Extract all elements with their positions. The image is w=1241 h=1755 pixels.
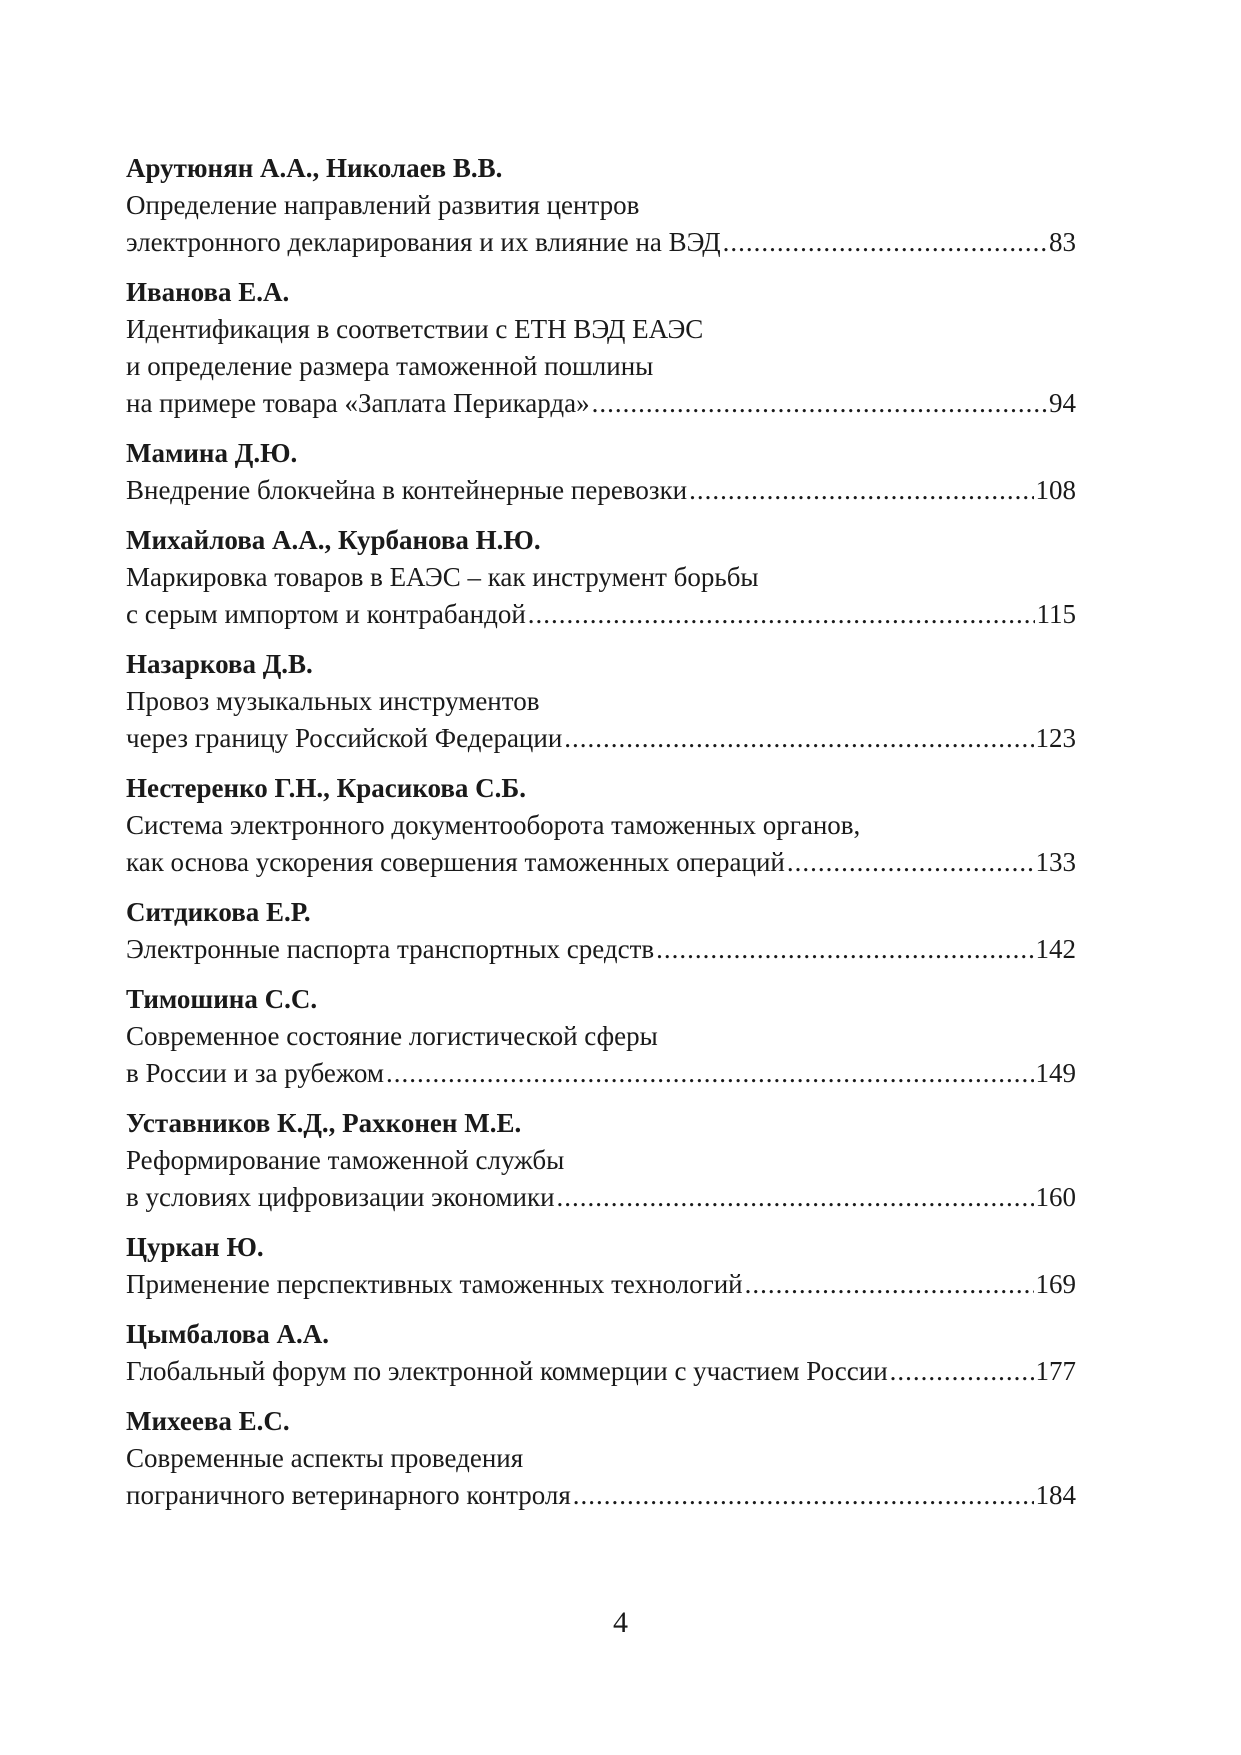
- toc-entry: [126, 646, 1076, 757]
- toc-title-line: Реформирование таможенной службы: [126, 1145, 565, 1175]
- toc-author: Назаркова Д.В.: [126, 649, 313, 679]
- toc-page-number: 177: [1035, 1356, 1076, 1386]
- toc-entry: [126, 522, 1076, 633]
- toc-title-last-line: [126, 1477, 1076, 1514]
- toc-title-text: в условиях цифровизации экономики: [126, 1182, 555, 1212]
- toc-entry: [126, 894, 1076, 968]
- dot-leader: [386, 1055, 1034, 1092]
- toc-author: Михайлова А.А., Курбанова Н.Ю.: [126, 525, 541, 555]
- toc-title-last-line: [126, 1179, 1076, 1216]
- dot-leader: [564, 720, 1033, 757]
- toc-page-number: 184: [1035, 1480, 1076, 1510]
- toc-author: Арутюнян А.А., Николаев В.В.: [126, 153, 503, 183]
- toc-page-number: 108: [1035, 475, 1076, 505]
- dot-leader: [656, 931, 1033, 968]
- toc-title-text: с серым импортом и контрабандой: [126, 599, 526, 629]
- toc-title-line: Современные аспекты проведения: [126, 1443, 524, 1473]
- dot-leader: [745, 1266, 1034, 1303]
- toc-title-text: на примере товара «Заплата Перикарда»: [126, 388, 590, 418]
- toc-author: Мамина Д.Ю.: [126, 438, 298, 468]
- toc-title-text: Применение перспективных таможенных технологий: [126, 1269, 743, 1299]
- dot-leader: [787, 844, 1034, 881]
- toc-title-text: Глобальный форум по электронной коммерции с участием России: [126, 1356, 888, 1386]
- toc-page-number: 160: [1035, 1182, 1076, 1212]
- toc-title-last-line: [126, 596, 1076, 633]
- toc-title-last-line: [126, 720, 1076, 757]
- toc-entry: [126, 770, 1076, 881]
- dot-leader: [689, 472, 1033, 509]
- toc-page-number: 149: [1035, 1058, 1076, 1088]
- toc-title-last-line: [126, 844, 1076, 881]
- toc-page-number: 94: [1049, 388, 1076, 418]
- page-number: 4: [613, 1606, 628, 1639]
- toc-title-line: Современное состояние логистической сферы: [126, 1021, 658, 1051]
- toc-title-text: Электронные паспорта транспортных средств: [126, 934, 655, 964]
- toc-page-number: 83: [1049, 227, 1076, 257]
- toc-title-text: в России и за рубежом: [126, 1058, 384, 1088]
- toc-entry: [126, 981, 1076, 1092]
- toc-page-number: 133: [1035, 847, 1076, 877]
- toc-title-line: Провоз музыкальных инструментов: [126, 686, 540, 716]
- toc-title-text: через границу Российской Федерации: [126, 723, 563, 753]
- toc-title-line: Идентификация в соответствии с ЕТН ВЭД ЕАЭС: [126, 314, 704, 344]
- toc-author: Иванова Е.А.: [126, 277, 290, 307]
- toc-entry: [126, 1403, 1076, 1514]
- toc-author: Тимошина С.С.: [126, 984, 318, 1014]
- dot-leader: [528, 596, 1035, 633]
- toc-entry: [126, 1229, 1076, 1303]
- toc-author: Цымбалова А.А.: [126, 1319, 330, 1349]
- toc-title-line: Система электронного документооборота таможенных органов,: [126, 810, 861, 840]
- toc-title-last-line: [126, 931, 1076, 968]
- toc-entry: [126, 1316, 1076, 1390]
- toc-title-last-line: [126, 1353, 1076, 1390]
- toc-author: Ситдикова Е.Р.: [126, 897, 311, 927]
- toc-title-last-line: [126, 224, 1076, 261]
- toc-title-last-line: [126, 472, 1076, 509]
- toc-author: Цуркан Ю.: [126, 1232, 264, 1262]
- toc-title-text: Внедрение блокчейна в контейнерные перевозки: [126, 475, 688, 505]
- toc-page-number: 123: [1035, 723, 1076, 753]
- table-of-contents: [126, 150, 1076, 1527]
- dot-leader: [592, 385, 1047, 422]
- dot-leader: [557, 1179, 1034, 1216]
- toc-page-number: 169: [1035, 1269, 1076, 1299]
- dot-leader: [890, 1353, 1034, 1390]
- toc-author: Михеева Е.С.: [126, 1406, 290, 1436]
- toc-title-last-line: [126, 1266, 1076, 1303]
- toc-title-last-line: [126, 1055, 1076, 1092]
- toc-title-text: пограничного ветеринарного контроля: [126, 1480, 571, 1510]
- toc-author: Нестеренко Г.Н., Красикова С.Б.: [126, 773, 527, 803]
- toc-page-number: 115: [1036, 599, 1076, 629]
- toc-entry: [126, 274, 1076, 422]
- toc-title-text: электронного декларирования и их влияние на ВЭД: [126, 227, 721, 257]
- toc-title-line: Определение направлений развития центров: [126, 190, 640, 220]
- toc-entry: [126, 435, 1076, 509]
- toc-author: Уставников К.Д., Рахконен М.Е.: [126, 1108, 522, 1138]
- toc-entry: [126, 150, 1076, 261]
- toc-entry: [126, 1105, 1076, 1216]
- toc-page-number: 142: [1035, 934, 1076, 964]
- toc-title-line: и определение размера таможенной пошлины: [126, 351, 654, 381]
- toc-title-line: Маркировка товаров в ЕАЭС – как инструмент борьбы: [126, 562, 759, 592]
- toc-title-text: как основа ускорения совершения таможенных операций: [126, 847, 785, 877]
- dot-leader: [723, 224, 1047, 261]
- dot-leader: [573, 1477, 1034, 1514]
- toc-title-last-line: [126, 385, 1076, 422]
